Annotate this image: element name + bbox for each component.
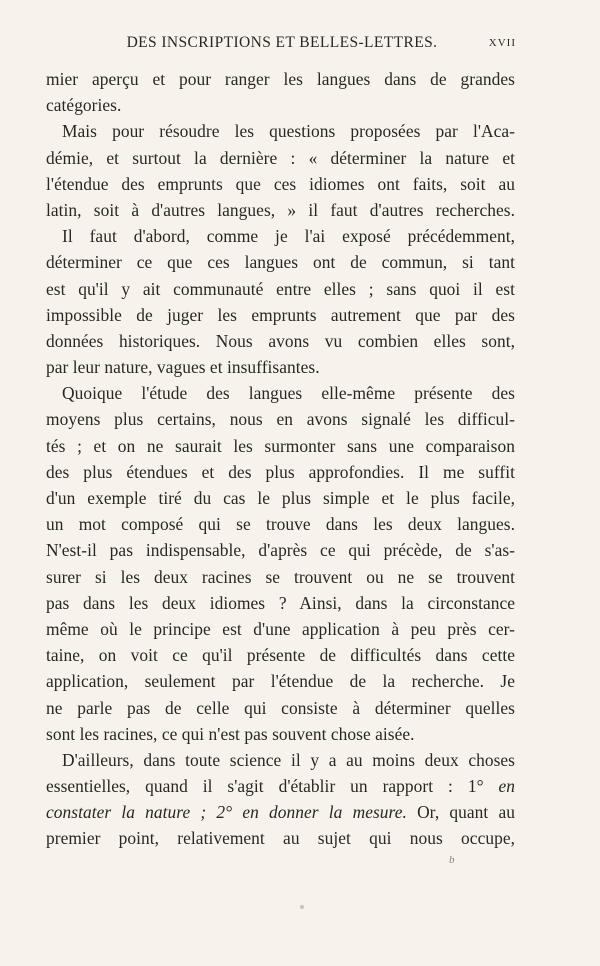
text-line: Mais pour résoudre les questions proposées par l'Aca-: [62, 121, 515, 142]
page-number: XVII: [488, 37, 516, 49]
text-line: un mot composé qui se trouve dans les deux langues.: [46, 514, 515, 535]
italic-text: constater la nature ; 2° en donner la mesure.: [46, 802, 407, 823]
text-line: démie, et surtout la dernière : « déterminer la nature et: [46, 147, 515, 168]
text-line: par leur nature, vagues et insuffisantes.: [46, 357, 320, 378]
text-line: N'est-il pas indispensable, d'après ce qui précède, de s'as-: [46, 540, 515, 561]
text-line: surer si les deux racines se trouvent ou ne se trouvent: [46, 566, 515, 587]
text-line: déterminer ce que ces langues ont de commun, si tant: [46, 252, 515, 273]
text-line: taine, on voit ce qu'il présente de difficultés dans cette: [46, 645, 515, 666]
text-line: tés ; et on ne saurait les surmonter sans une comparaison: [46, 435, 515, 456]
text-line: impossible de juger les emprunts autrement que par des: [46, 304, 515, 325]
text-line-mixed: constater la nature ; 2° en donner la mesure. Or, quant au: [46, 802, 515, 823]
text-line: application, seulement par l'étendue de la recherche. Je: [46, 671, 515, 692]
body-text: [46, 66, 515, 852]
signature-mark: b: [449, 854, 455, 866]
text-line: des plus étendues et des plus approfondies. Il me suffit: [46, 461, 515, 482]
text-line: même où le principe est d'une application à peu près cer-: [46, 618, 515, 639]
text-line: D'ailleurs, dans toute science il y a au moins deux choses: [62, 749, 515, 770]
text-line: catégories.: [46, 95, 122, 116]
text-line: ne parle pas de celle qui consiste à déterminer quelles: [46, 697, 515, 718]
text-line: moyens plus certains, nous en avons signalé les difficul-: [46, 409, 515, 430]
text-line: Il faut d'abord, comme je l'ai exposé précédemment,: [62, 226, 515, 247]
paper-speck: [300, 905, 304, 909]
text-line: d'un exemple tiré du cas le plus simple et le plus facile,: [46, 488, 515, 508]
text-line: est qu'il y ait communauté entre elles ; sans quoi il est: [46, 278, 515, 299]
text-line: latin, soit à d'autres langues, » il faut d'autres recherches.: [46, 199, 515, 220]
italic-text: en: [498, 776, 515, 797]
page-header: [48, 34, 516, 56]
text-line: l'étendue des emprunts que ces idiomes ont faits, soit au: [46, 173, 515, 194]
text-line: mier aperçu et pour ranger les langues dans de grandes: [46, 69, 515, 89]
running-head: DES INSCRIPTIONS ET BELLES-LETTRES.: [126, 34, 438, 51]
text-line: Quoique l'étude des langues elle-même présente des: [62, 383, 515, 404]
text-line: données historiques. Nous avons vu combien elles sont,: [46, 330, 515, 351]
text-line: sont les racines, ce qui n'est pas souvent chose aisée.: [46, 723, 415, 744]
text-line-mixed: essentielles, quand il s'agit d'établir un rapport : 1° en: [46, 776, 515, 797]
text-line: premier point, relativement au sujet qui nous occupe,: [46, 828, 515, 849]
text-line: pas dans les deux idiomes ? Ainsi, dans la circonstance: [46, 592, 515, 613]
